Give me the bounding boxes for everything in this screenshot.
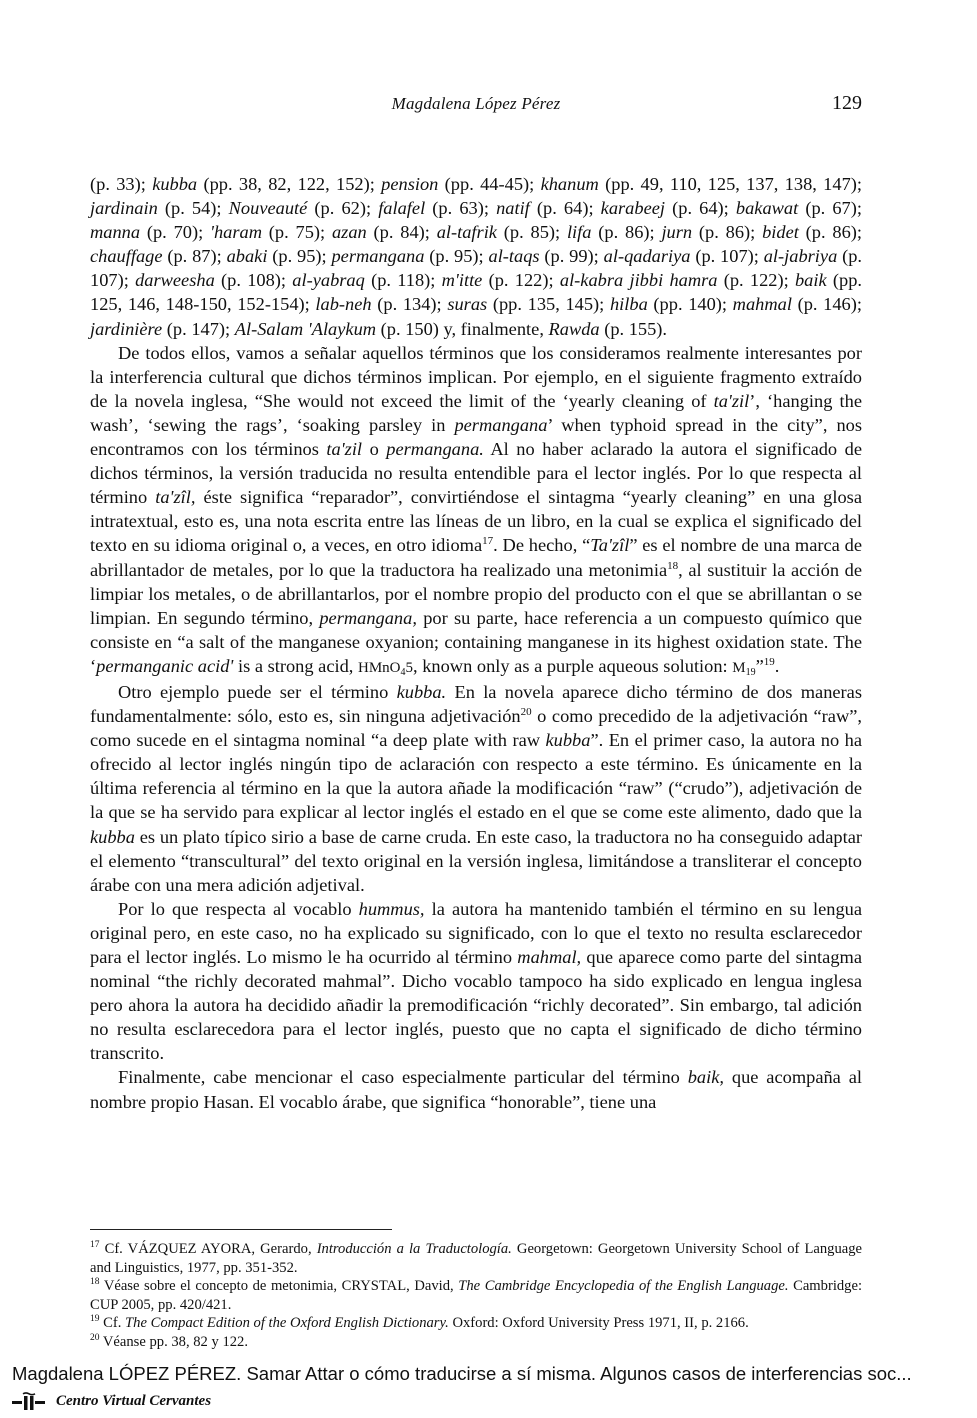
brand[interactable] — [12, 1390, 211, 1412]
citation-link[interactable]: Magdalena LÓPEZ PÉREZ. Samar Attar o cómo traducirse a sí misma. Algunos casos de interferencias soc... — [12, 1363, 912, 1384]
brand-name: Centro Virtual Cervantes — [56, 1392, 212, 1409]
footnotes — [90, 1240, 862, 1352]
paragraph-baik: Finalmente, cabe mencionar el caso especialmente particular del término baik, que acompaña al nombre propio Hasan. El vocablo árabe, que significa “honorable”, tiene una — [90, 1067, 862, 1112]
footnote-18: $^{18}$ Véase sobre el concepto de metonimia, CRYSTAL, David, The Cambridge Encyclopedia of the English Language. Cambridge: CUP 2005, pp. 420/421. — [90, 1277, 862, 1313]
body-text — [90, 172, 862, 1114]
footnote-ref-17: 17 — [482, 535, 494, 548]
paragraph-term-list: (p. 33); kubba (pp. 38, 82, 122, 152); pension (pp. 44-45); khanum (pp. 49, 110, 125, 137, 138, 147); jardinain (p. 54); Nouveauté (p. 62); falafel (p. 63); natif (p. 64); karabeej (p. 64); bakawat (p. 67); manna (p. 70); 'haram (p. 75); azan (p. 84); al-tafrik (p. 85); lifa (p. 86); jurn (p. 86); bidet (p. 86); chauffage (p. 87); abaki (p. 95); permangana (p. 95); al-taqs (p. 99); al-qadariya (p. 107); al-jabriya (p. 107); darweesha (p. 108); al-yabraq (p. 118); m'itte (p. 122); al-kabra jibbi hamra (p. 122); baik (pp. 125, 146, 148-150, 152-154); lab-neh (p. 134); suras (pp. 135, 145); hilba (pp. 140); mahmal (p. 146); jardinière (p. 147); Al-Salam 'Alaykum (p. 150) y, finalmente, Rawda (p. 155). — [90, 174, 863, 339]
footnote-19: $^{19}$ Cf. The Compact Edition of the Oxford English Dictionary. Oxford: Oxford University Press 1971, II, p. 2166. — [90, 1314, 749, 1332]
page-number: 129 — [832, 92, 862, 114]
footnote-20: $^{20}$ Véanse pp. 38, 82 y 122. — [90, 1332, 248, 1350]
footnote-ref-18: 18 — [667, 559, 679, 572]
paragraph-tazil-permangana: De todos ellos, vamos a señalar aquellos términos que los consideramos realmente interesantes por la interferencia cultural que dichos términos implican. Por ejemplo, en el siguiente fragmento extraído de la novela inglesa, “She would not exceed the limit of the ‘yearly cleaning of ta'zil’, ‘hanging the wash’, ‘sewing the rags’, ‘soaking parsley in permangana’ when typhoid spread in the city”, nos encontramos con los términos ta'zil o permangana. Al no haber aclarado la autora el significado de dichos términos, la versión traducida no resulta entendible para el lector inglés. Por lo que respecta al término ta'zîl, éste significa “reparador”, convirtiéndose el sintagma “yearly cleaning” en una glosa intratextual, esto es, una nota escrita entre las líneas de un libro, en la cual se explica el significado del texto en su idioma original o, a veces, en otro idioma$^{17}$. De hecho, “Ta'zîl” es el nombre de una marca de abrillantador de metales, por lo que la traductora ha realizado una metonimia$^{18}$, al sustituir la acción de limpiar los metales, o de abrillantarlos, por el nombre propio del producto con el que se abrillantan o se limpian. En segundo término, permangana, por su parte, hace referencia a un compuesto químico que consiste en “a salt of the manganese oxyanion; containing manganese in its highest oxidation state. The ‘permanganic acid' is a strong acid, HMnO$_4$5, known only as a purple aqueous solution: $M_{19}”^{19}$. — [90, 342, 863, 678]
footnote-ref-19: 19 — [763, 655, 775, 668]
source-citation-bar — [0, 1358, 977, 1418]
running-header — [90, 92, 862, 118]
footnote-ref-20: 20 — [520, 706, 532, 719]
paragraph-hummus-mahmal: Por lo que respecta al vocablo hummus, la autora ha mantenido también el término en su lengua original pero, en este caso, no ha explicado su significado, con lo que el texto no resulta esclarecedor para el lector inglés. Lo mismo le ha ocurrido al término mahmal, que aparece como parte del sintagma nominal “the richly decorated mahmal”. Dicho vocablo tampoco ha sido explicado en lengua inglesa pero ahora la autora ha decidido añadir la premodificación “richly decorated”. Sin embargo, tal adición no resulta esclarecedora para el lector inglés, puesto que no capta el significado de dicho término transcrito. — [90, 898, 862, 1064]
footnote-17: $^{17}$ Cf. VÁZQUEZ AYORA, Gerardo, Introducción a la Traductología. Georgetown: Georgetown University School of Language and Linguistics, 1977, pp. 351-352. — [90, 1240, 862, 1276]
paragraph-kubba: Otro ejemplo puede ser el término kubba. En la novela aparece dicho término de dos maneras fundamentalmente: sólo, esto es, sin ninguna adjetivación$^{20}$ o como precedido de la adjetivación “raw”, como sucede en el sintagma nominal “a deep plate with raw kubba”. En el primer caso, la autora no ha ofrecido al lector inglés ningún tipo de aclaración con respecto a este término. Es únicamente en la última referencia al término en la que la autora añade la modificación “raw” (“crudo”), adjetivación de la que se ha servido para explicar al lector inglés el estado en el que se come este alimento, dado que la kubba es un plato típico sirio a base de carne cruda. En este caso, la traductora no ha conseguido adaptar el elemento “transcultural” del texto original en la versión inglesa, limitándose a transliterar el concepto árabe con una mera adición adjetival. — [90, 681, 863, 895]
footnote-separator — [90, 1229, 392, 1230]
running-header-author: Magdalena López Pérez — [391, 94, 561, 113]
cvc-logo-icon — [12, 1392, 50, 1410]
